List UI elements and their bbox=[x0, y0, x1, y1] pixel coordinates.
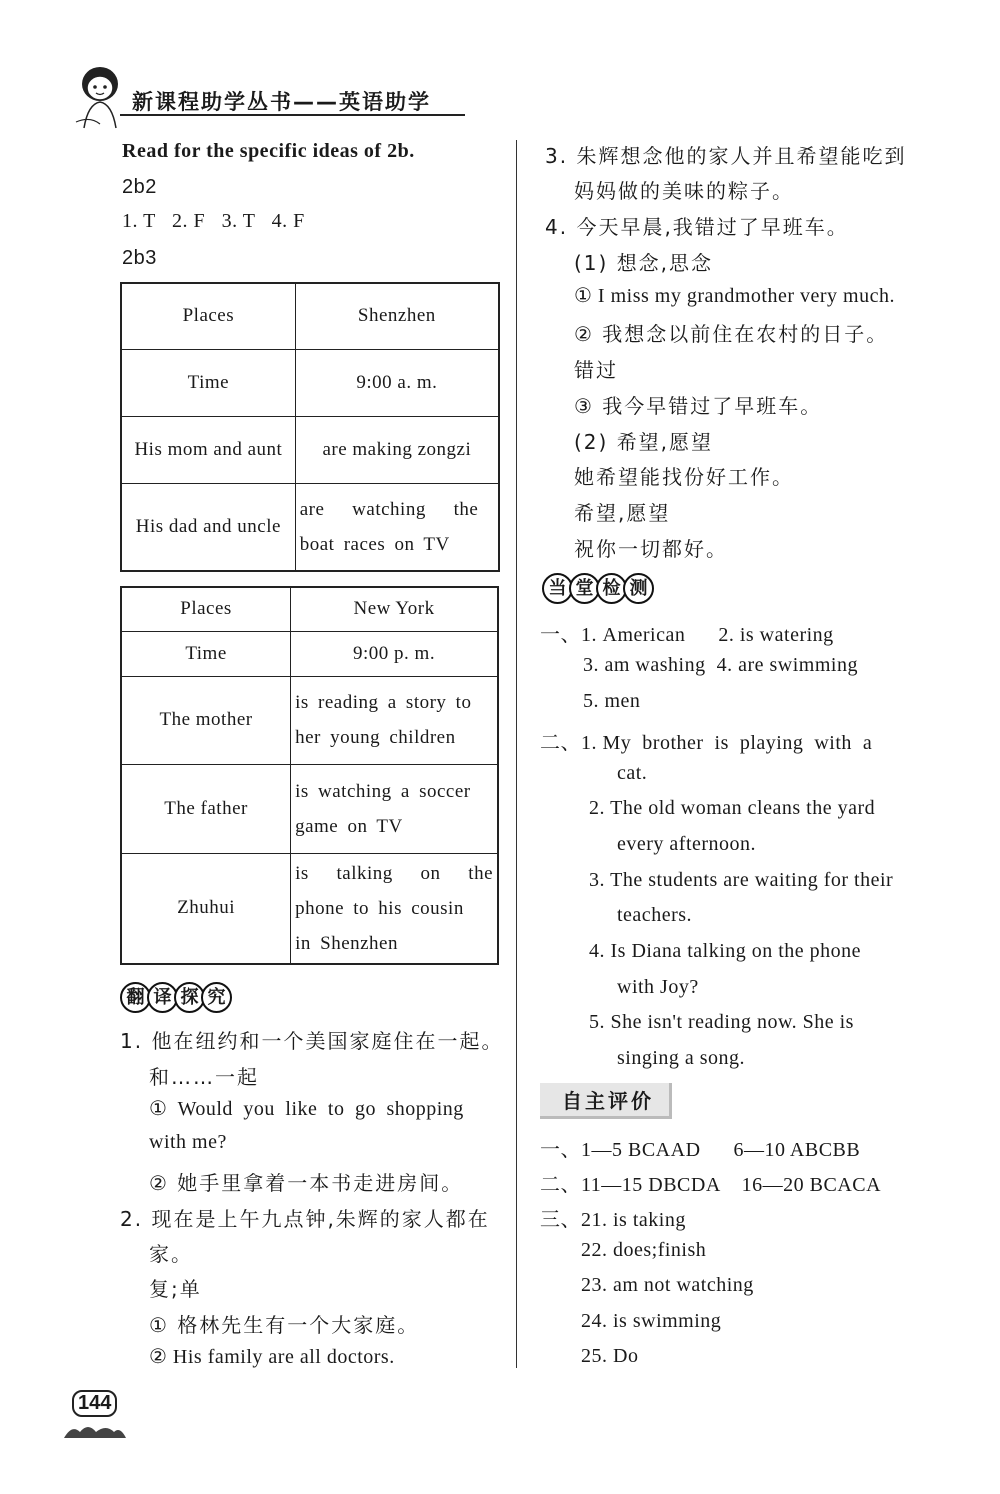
table-cell: Shenzhen bbox=[295, 283, 499, 349]
right-line: ② 我想念以前住在农村的日子。 bbox=[574, 322, 889, 346]
table-row bbox=[121, 676, 498, 764]
right-line: (1) 想念,思念 bbox=[574, 251, 714, 275]
table-cell bbox=[291, 764, 498, 853]
self-line: 24. is swimming bbox=[581, 1310, 722, 1332]
table-cell: The mother bbox=[121, 676, 291, 764]
check-line: singing a song. bbox=[617, 1047, 746, 1069]
check-line: 3. am washing 4. are swimming bbox=[583, 654, 858, 676]
check-line: 4. Is Diana talking on the phone bbox=[589, 940, 862, 962]
cell-line: is reading a story to bbox=[295, 692, 472, 713]
shenzhen-table bbox=[120, 282, 500, 572]
cell-line: in Shenzhen bbox=[295, 932, 398, 954]
table-row bbox=[121, 283, 499, 349]
translate-line: 家。 bbox=[149, 1242, 193, 1266]
check-line: cat. bbox=[617, 762, 648, 784]
table-cell: Time bbox=[121, 349, 295, 416]
self-line: 22. does;finish bbox=[581, 1239, 707, 1261]
translate-line: ② 她手里拿着一本书走进房间。 bbox=[149, 1171, 464, 1195]
table-cell: Time bbox=[121, 631, 291, 676]
table-cell: Places bbox=[121, 283, 295, 349]
table-cell: 9:00 p. m. bbox=[291, 631, 498, 676]
self-line: 23. am not watching bbox=[581, 1274, 754, 1296]
mascot-girl-icon bbox=[70, 62, 130, 132]
table-row bbox=[121, 764, 498, 853]
section-badge-check bbox=[542, 573, 650, 604]
check-line: 5. She isn't reading now. She is bbox=[589, 1011, 854, 1033]
column-divider bbox=[516, 140, 517, 1368]
right-line: 祝你一切都好。 bbox=[574, 537, 728, 561]
badge-char: 当 bbox=[542, 573, 573, 604]
badge-char: 测 bbox=[623, 573, 654, 604]
book-series-title: 新课程助学丛书——英语助学 bbox=[132, 90, 431, 114]
check-line: 3. The students are waiting for their bbox=[589, 869, 894, 891]
table-row bbox=[121, 587, 498, 631]
table-cell: 9:00 a. m. bbox=[295, 349, 499, 416]
right-line: 4. 今天早晨,我错过了早班车。 bbox=[545, 215, 849, 239]
badge-char: 究 bbox=[201, 982, 232, 1013]
table-cell: New York bbox=[291, 587, 498, 631]
label-2b2: 2b2 bbox=[122, 176, 157, 198]
translate-line: 1. 他在纽约和一个美国家庭住在一起。 bbox=[120, 1029, 504, 1053]
self-line: 三、21. is taking bbox=[540, 1209, 686, 1231]
cell-line: boat races on TV bbox=[299, 533, 450, 555]
badge-char: 堂 bbox=[569, 573, 600, 604]
badge-char: 译 bbox=[147, 982, 178, 1013]
check-line: with Joy? bbox=[617, 976, 699, 998]
table-row bbox=[121, 853, 498, 964]
check-line: 5. men bbox=[583, 690, 641, 712]
cell-line: phone to his cousin bbox=[295, 897, 464, 919]
table-cell: The father bbox=[121, 764, 291, 853]
new-york-table bbox=[120, 586, 499, 965]
right-line: 她希望能找份好工作。 bbox=[574, 465, 794, 489]
table-cell bbox=[291, 853, 498, 964]
page-number: 144 bbox=[72, 1390, 117, 1417]
table-row bbox=[121, 416, 499, 483]
translate-line: with me? bbox=[149, 1131, 227, 1153]
section-badge-self-evaluation: 自主评价 bbox=[540, 1083, 672, 1119]
check-line: every afternoon. bbox=[617, 833, 757, 855]
tree-decoration-icon bbox=[62, 1418, 128, 1440]
answers-2b2: 1. T 2. F 3. T 4. F bbox=[122, 210, 305, 232]
table-cell bbox=[291, 676, 498, 764]
right-line: 3. 朱辉想念他的家人并且希望能吃到 bbox=[545, 144, 907, 168]
table-row bbox=[121, 349, 499, 416]
check-line: 2. The old woman cleans the yard bbox=[589, 797, 876, 819]
check-line: 二、1. My brother is playing with a bbox=[540, 732, 873, 754]
right-line: 错过 bbox=[574, 358, 618, 382]
right-line: (2) 希望,愿望 bbox=[574, 430, 714, 454]
header-rule bbox=[120, 114, 465, 116]
table-row bbox=[121, 483, 499, 571]
translate-line: ① Would you like to go shopping bbox=[149, 1098, 464, 1120]
table-cell: Places bbox=[121, 587, 291, 631]
self-line: 25. Do bbox=[581, 1345, 639, 1367]
right-line: 希望,愿望 bbox=[574, 501, 671, 525]
cell-line: is talking on the bbox=[295, 862, 493, 884]
table-cell: His mom and aunt bbox=[121, 416, 295, 483]
cell-line: her young children bbox=[295, 727, 456, 748]
cell-line: game on TV bbox=[295, 815, 403, 837]
translate-line: 2. 现在是上午九点钟,朱辉的家人都在 bbox=[120, 1207, 490, 1231]
self-line: 一、1—5 BCAAD 6—10 ABCBB bbox=[540, 1139, 861, 1161]
table-cell: are making zongzi bbox=[295, 416, 499, 483]
check-line: teachers. bbox=[617, 904, 693, 926]
translate-line: 复;单 bbox=[149, 1277, 202, 1301]
label-2b3: 2b3 bbox=[122, 247, 157, 269]
badge-char: 翻 bbox=[120, 982, 151, 1013]
self-line: 二、11—15 DBCDA 16—20 BCACA bbox=[540, 1174, 882, 1196]
section-badge-translate bbox=[120, 982, 228, 1013]
right-line: ① I miss my grandmother very much. bbox=[574, 285, 895, 307]
right-line: 妈妈做的美味的粽子。 bbox=[574, 179, 794, 203]
badge-char: 检 bbox=[596, 573, 627, 604]
page-number-badge bbox=[62, 1390, 128, 1442]
check-line: 一、1. American 2. is watering bbox=[540, 624, 834, 646]
cell-line: are watching the bbox=[299, 498, 479, 520]
translate-line: ② His family are all doctors. bbox=[149, 1346, 395, 1368]
section-heading-2b: Read for the specific ideas of 2b. bbox=[122, 140, 415, 162]
cell-line: is watching a soccer bbox=[295, 780, 471, 802]
right-line: ③ 我今早错过了早班车。 bbox=[574, 394, 823, 418]
table-cell: His dad and uncle bbox=[121, 483, 295, 571]
table-cell: Zhuhui bbox=[121, 853, 291, 964]
badge-char: 探 bbox=[174, 982, 205, 1013]
table-row bbox=[121, 631, 498, 676]
table-cell bbox=[295, 483, 499, 571]
translate-line: ① 格林先生有一个大家庭。 bbox=[149, 1313, 420, 1337]
translate-line: 和……一起 bbox=[149, 1065, 259, 1089]
